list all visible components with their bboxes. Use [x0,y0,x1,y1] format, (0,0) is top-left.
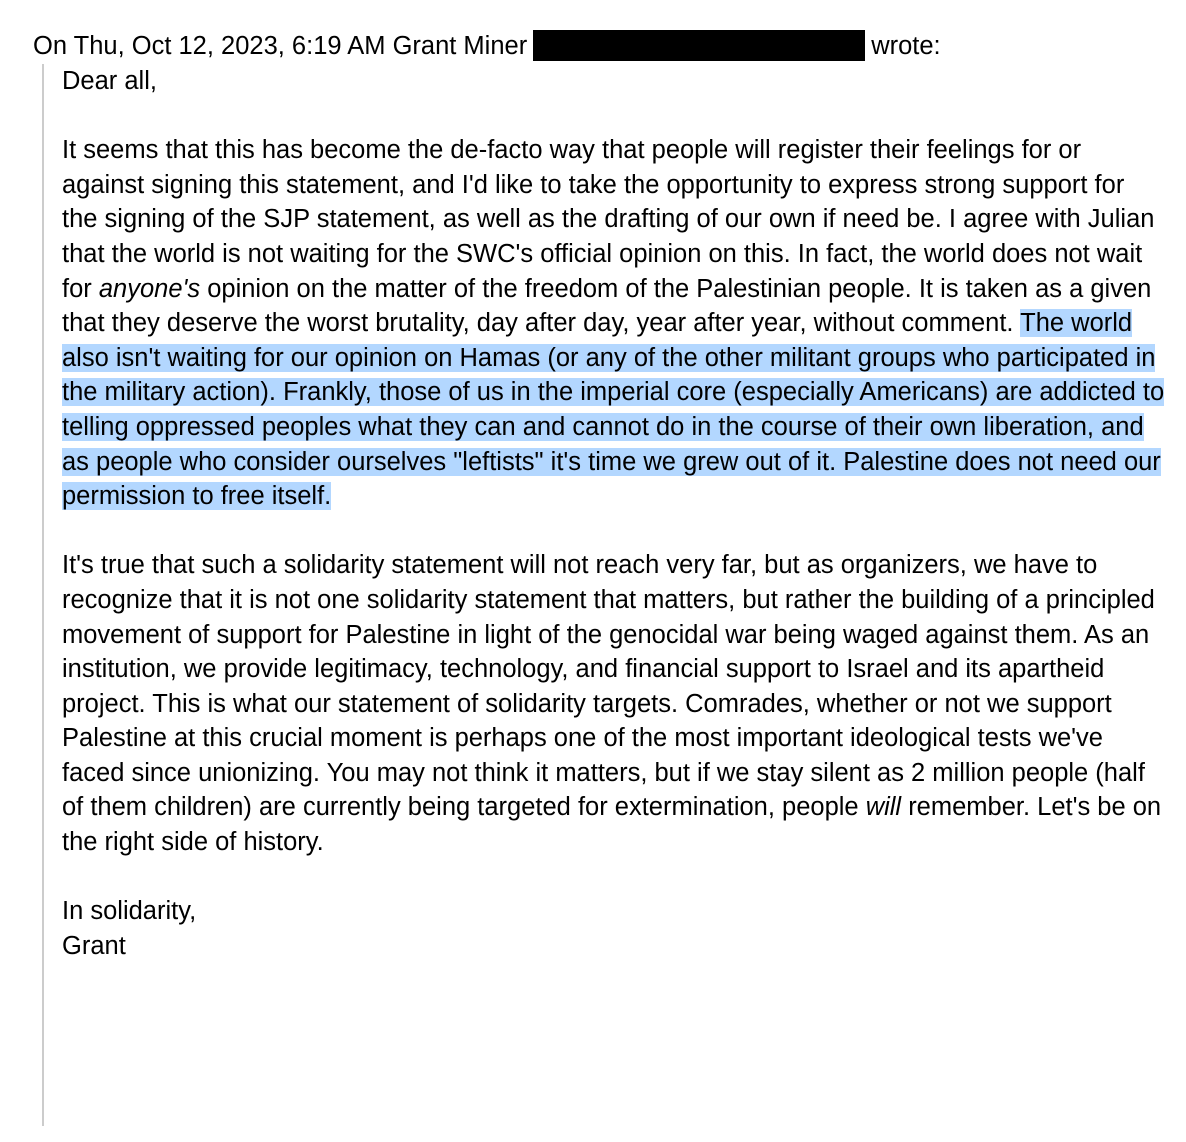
redacted-email-address [533,30,865,61]
quote-bar [42,64,44,1126]
paragraph-2-italic: will [865,793,902,822]
greeting: Dear all, [62,67,157,95]
signoff: In solidarity, [62,897,197,926]
paragraph-2-text-a: It's true that such a solidarity statement will not reach very far, but as organizers, we have to recognize that it is not one solidarity statement that matters, but rather the building of a principled movement of support for Palestine in light of the genocidal war being waged against them. As an institution, we provide legitimacy, technology, and financial support to Israel and its apartheid project. This is what our statement of solidarity targets. Comrades, whether or not we support Palestine at this crucial moment is perhaps one of the most important ideological tests we've faced since unionizing. You may not think it matters, but if we stay silent as 2 million people (half of them children) are currently being targeted for extermination, people [62,551,1155,822]
attribution-text: On Thu, Oct 12, 2023, 6:19 AM Grant Miner [33,32,528,60]
signature-name: Grant [62,931,126,960]
paragraph-2-text-b: remember. Let's be on the right side of history. [62,793,1162,857]
attribution-wrote: wrote: [871,32,941,60]
email-attribution-line [33,29,941,63]
highlighted-selection: The world also isn't waiting for our opinion on Hamas (or any of the other militant groups who participated in the military action). Frankly, those of us in the imperial core (especially Americans) are addicted to telling oppressed peoples what they can and cannot do in the course of their own liberation, and as people who consider ourselves "leftists" it's time we grew out of it. Palestine does not need our permission to free itself. [62,309,1165,511]
quoted-email-body [62,64,1166,963]
paragraph-1 [62,133,1166,514]
paragraph-1-italic: anyone's [98,274,201,303]
paragraph-1-text-a: It seems that this has become the de-facto way that people will register their feelings for or against signing this statement, and I'd like to take the opportunity to express strong support for the signing of the SJP statement, as well as the drafting of our own if need be. I agree with Julian that the world is not waiting for the SWC's official opinion on this. In fact, the world does not wait for [62,136,1155,303]
paragraph-2 [62,548,1166,859]
signature-block [62,894,1166,963]
paragraph-1-text-b: opinion on the matter of the freedom of the Palestinian people. It is taken as a given that they deserve the worst brutality, day after day, year after year, without comment. [62,274,1152,338]
